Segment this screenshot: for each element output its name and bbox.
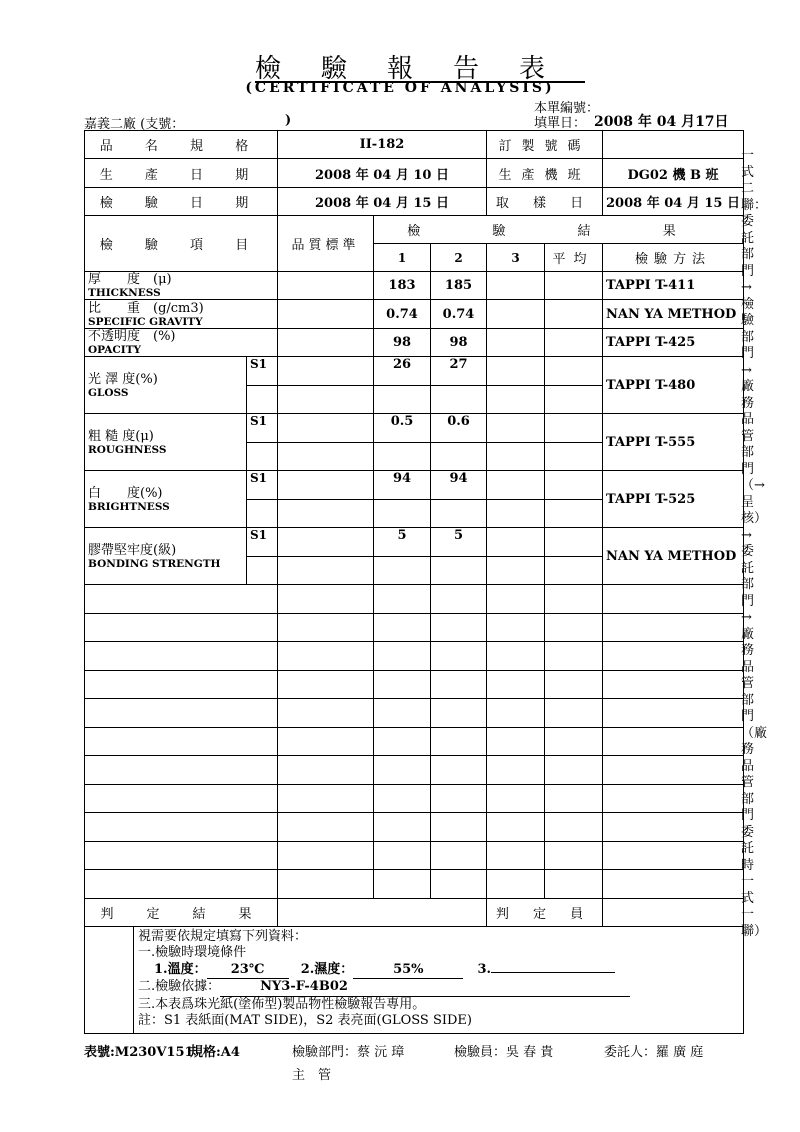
empty-row	[85, 699, 744, 728]
third-condition-value	[491, 972, 615, 973]
value-1: 0.74	[374, 300, 431, 329]
test-date-value: 2008 年 04 月 15 日	[278, 188, 487, 216]
column-results: 檢 驗 結 果	[374, 216, 744, 244]
footer-paper-size: 規格:A4	[190, 1045, 240, 1060]
test-method: NAN YA METHOD	[603, 528, 744, 585]
empty-row	[85, 756, 744, 785]
humidity-label: 2.濕度：	[300, 961, 354, 977]
value-1: 0.5	[374, 414, 431, 443]
empty-row	[85, 670, 744, 699]
item-name-zh: 膠帶堅牢度(級)	[88, 542, 177, 558]
factory-close: )	[285, 113, 292, 128]
column-item: 檢 驗 項 目	[85, 216, 278, 272]
humidity-value: 55%	[353, 962, 463, 980]
footer-supervisor: 主 管	[292, 1068, 332, 1083]
value-2: 98	[431, 329, 487, 357]
value-1: 183	[374, 272, 431, 300]
table-row	[85, 300, 744, 329]
footer-inspector: 檢驗員：吳 春 貴	[454, 1045, 554, 1060]
item-name-en: GLOSS	[88, 386, 129, 399]
item-name-zh: 比 重 (g/cm3)	[88, 300, 204, 316]
table-row	[85, 528, 744, 557]
value-1: 98	[374, 329, 431, 357]
value-2: 185	[431, 272, 487, 300]
empty-row	[85, 642, 744, 671]
form-number-label: 本單編號：	[534, 101, 600, 116]
empty-row	[85, 841, 744, 870]
empty-row	[85, 585, 744, 614]
value-2: 27	[431, 357, 487, 386]
column-3: 3	[487, 244, 545, 272]
column-standard: 品質標準	[278, 216, 374, 272]
fill-date-label: 填單日：	[534, 116, 587, 131]
document-title: 檢驗報告表	[254, 54, 585, 84]
notes-environment: 一.檢驗時環境條件	[138, 945, 247, 960]
item-name-en: OPACITY	[88, 344, 142, 356]
order-value	[603, 131, 744, 159]
table-row	[85, 357, 744, 386]
value-2: 0.74	[431, 300, 487, 329]
value-1: 94	[374, 471, 431, 500]
factory-label: 嘉義二廠 (支號：	[84, 117, 185, 132]
side-label: S1	[247, 357, 278, 386]
product-label: 品 名 規 格	[85, 131, 278, 159]
production-date-label: 生 產 日 期	[85, 159, 278, 188]
footer-client: 委託人：羅 廣 庭	[604, 1045, 704, 1060]
item-name-zh: 粗 糙 度(μ)	[88, 428, 154, 444]
test-method: TAPPI T-555	[603, 414, 744, 471]
machine-label: 生產機班	[487, 159, 603, 188]
side-label: S1	[247, 471, 278, 500]
side-label: S1	[247, 528, 278, 557]
notes-usage: 三.本表爲珠光紙(塗佈型)製品物性檢驗報告專用。	[138, 996, 426, 1012]
footer-form-number: 表號:M230V151	[84, 1045, 194, 1060]
machine-value: DG02 機 B 班	[603, 159, 744, 188]
table-row	[85, 414, 744, 443]
empty-row	[85, 727, 744, 756]
value-1: 26	[374, 357, 431, 386]
column-average: 平均	[545, 244, 603, 272]
judge-label: 判 定 員	[487, 898, 603, 926]
judge-value	[603, 898, 744, 926]
item-name-zh: 白 度(%)	[88, 485, 163, 501]
document-subtitle: (CERTIFICATE OF ANALYSIS)	[245, 80, 555, 96]
empty-row	[85, 813, 744, 842]
item-name-en: SPECIFIC GRAVITY	[88, 315, 203, 328]
footer-department: 檢驗部門：蔡 沅 璋	[292, 1045, 405, 1060]
value-2: 5	[431, 528, 487, 557]
judgement-value	[278, 898, 487, 926]
empty-row	[85, 784, 744, 813]
column-method: 檢驗方法	[603, 244, 744, 272]
item-name-en: BONDING STRENGTH	[88, 557, 221, 570]
notes-side-legend: 註：S1 表紙面(MAT SIDE)，S2 表亮面(GLOSS SIDE)	[138, 1013, 472, 1028]
certificate-table	[84, 130, 744, 1034]
product-value: II-182	[278, 131, 487, 159]
temperature-value: 23℃	[207, 962, 289, 980]
test-date-label: 檢 驗 日 期	[85, 188, 278, 216]
item-name-en: ROUGHNESS	[88, 443, 167, 456]
test-method: NAN YA METHOD	[603, 300, 744, 329]
third-condition-label: 3.	[477, 961, 492, 977]
item-name-zh: 厚 度 (μ)	[88, 272, 172, 287]
side-label: S1	[247, 414, 278, 443]
sample-date-value: 2008 年 04 月 15 日	[603, 188, 744, 216]
table-row	[85, 272, 744, 300]
empty-row	[85, 613, 744, 642]
table-row	[85, 471, 744, 500]
production-date-value: 2008 年 04 月 10 日	[278, 159, 487, 188]
empty-row	[85, 870, 744, 899]
judgement-label: 判 定 結 果	[85, 898, 278, 926]
test-method: TAPPI T-525	[603, 471, 744, 528]
table-row	[85, 329, 744, 357]
value-1: 5	[374, 528, 431, 557]
value-2: 94	[431, 471, 487, 500]
item-name-en: BRIGHTNESS	[88, 500, 170, 513]
test-method: TAPPI T-425	[603, 329, 744, 357]
basis-label: 二.檢驗依據：	[138, 979, 221, 994]
notes-intro: 視需要依規定填寫下列資料：	[138, 928, 308, 944]
temperature-label: 1.溫度：	[154, 961, 207, 977]
sample-date-label: 取 樣 日	[487, 188, 603, 216]
distribution-note: 一式二聯：委託部門→檢驗部門→廠務品管部門（→呈核）→委託部門→廠務品管部門（廠務品管部門委託時一式一聯）	[741, 148, 768, 939]
test-method: TAPPI T-411	[603, 272, 744, 300]
value-2: 0.6	[431, 414, 487, 443]
order-label: 訂製號碼	[487, 131, 603, 159]
item-name-zh: 光 澤 度(%)	[88, 371, 158, 387]
column-2: 2	[431, 244, 487, 272]
column-1: 1	[374, 244, 431, 272]
test-method: TAPPI T-480	[603, 357, 744, 414]
item-name-zh: 不透明度 (%)	[88, 329, 176, 344]
basis-value: NY3-F-4B02	[220, 979, 630, 997]
fill-date-value: 2008 年 04 月17日	[594, 114, 729, 130]
item-name-en: THICKNESS	[88, 287, 161, 299]
